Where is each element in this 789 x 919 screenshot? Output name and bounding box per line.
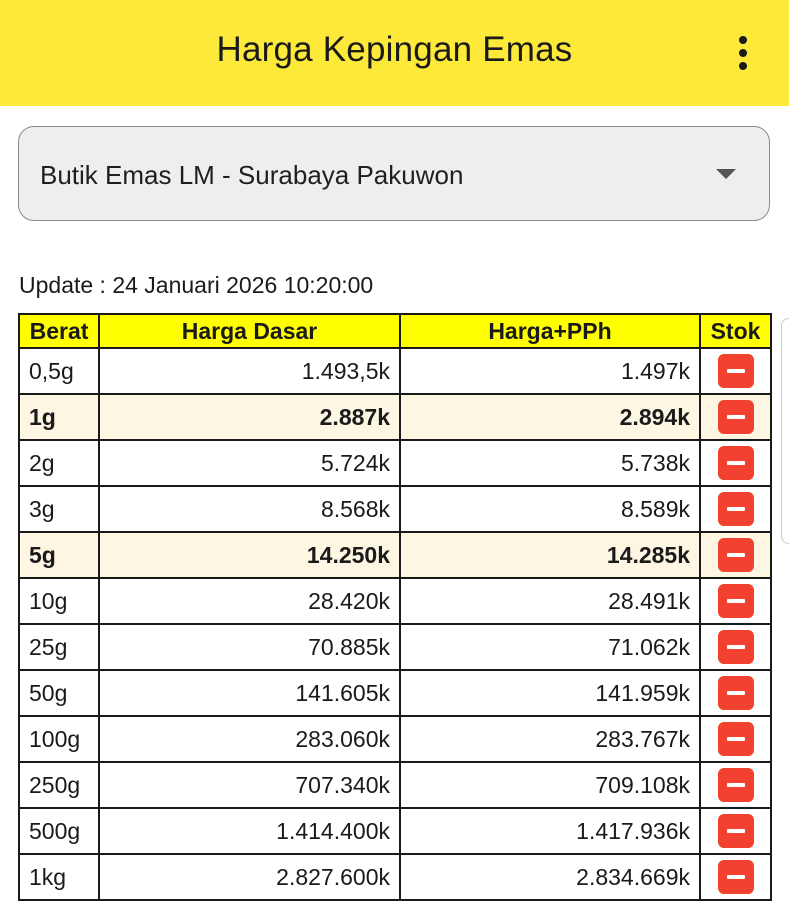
cell-base-price: 2.887k <box>99 394 400 440</box>
cell-base-price: 8.568k <box>99 486 400 532</box>
cell-weight: 250g <box>19 762 99 808</box>
cell-price-pph: 2.834.669k <box>400 854 700 900</box>
header-stock: Stok <box>700 314 771 348</box>
arrow-drop-down-icon <box>716 169 736 179</box>
cell-base-price: 14.250k <box>99 532 400 578</box>
table-row <box>19 440 771 486</box>
price-table-container <box>18 313 770 901</box>
cell-stock <box>700 624 771 670</box>
cell-price-pph: 283.767k <box>400 716 700 762</box>
minus-icon <box>727 369 745 373</box>
cell-base-price: 5.724k <box>99 440 400 486</box>
stock-unavailable-button[interactable] <box>718 492 754 526</box>
stock-unavailable-button[interactable] <box>718 538 754 572</box>
table-header-row <box>19 314 771 348</box>
table-row <box>19 486 771 532</box>
cell-stock <box>700 808 771 854</box>
header-base-price: Harga Dasar <box>99 314 400 348</box>
menu-dot <box>739 36 747 44</box>
cell-stock <box>700 578 771 624</box>
cell-stock <box>700 762 771 808</box>
table-row <box>19 348 771 394</box>
stock-unavailable-button[interactable] <box>718 722 754 756</box>
cell-weight: 0,5g <box>19 348 99 394</box>
table-row <box>19 394 771 440</box>
cell-weight: 5g <box>19 532 99 578</box>
cell-weight: 1kg <box>19 854 99 900</box>
cell-weight: 2g <box>19 440 99 486</box>
stock-unavailable-button[interactable] <box>718 860 754 894</box>
app-title: Harga Kepingan Emas <box>216 30 573 69</box>
cell-stock <box>700 854 771 900</box>
location-dropdown[interactable] <box>18 126 770 221</box>
cell-base-price: 1.414.400k <box>99 808 400 854</box>
cell-weight: 50g <box>19 670 99 716</box>
cell-price-pph: 5.738k <box>400 440 700 486</box>
minus-icon <box>727 737 745 741</box>
minus-icon <box>727 875 745 879</box>
more-vert-icon[interactable] <box>722 30 764 76</box>
cell-price-pph: 28.491k <box>400 578 700 624</box>
minus-icon <box>727 461 745 465</box>
cell-base-price: 2.827.600k <box>99 854 400 900</box>
side-panel-edge[interactable] <box>781 318 789 544</box>
table-row <box>19 578 771 624</box>
cell-price-pph: 141.959k <box>400 670 700 716</box>
table-row <box>19 624 771 670</box>
stock-unavailable-button[interactable] <box>718 354 754 388</box>
cell-weight: 3g <box>19 486 99 532</box>
table-row <box>19 716 771 762</box>
cell-base-price: 283.060k <box>99 716 400 762</box>
app-bar <box>0 0 789 106</box>
minus-icon <box>727 691 745 695</box>
stock-unavailable-button[interactable] <box>718 630 754 664</box>
table-row <box>19 532 771 578</box>
minus-icon <box>727 829 745 833</box>
cell-weight: 500g <box>19 808 99 854</box>
table-row <box>19 808 771 854</box>
cell-base-price: 707.340k <box>99 762 400 808</box>
cell-stock <box>700 670 771 716</box>
cell-stock <box>700 486 771 532</box>
cell-price-pph: 14.285k <box>400 532 700 578</box>
menu-dot <box>739 49 747 57</box>
stock-unavailable-button[interactable] <box>718 584 754 618</box>
minus-icon <box>727 507 745 511</box>
table-row <box>19 762 771 808</box>
cell-price-pph: 2.894k <box>400 394 700 440</box>
cell-price-pph: 71.062k <box>400 624 700 670</box>
cell-weight: 100g <box>19 716 99 762</box>
cell-price-pph: 709.108k <box>400 762 700 808</box>
minus-icon <box>727 553 745 557</box>
stock-unavailable-button[interactable] <box>718 814 754 848</box>
location-dropdown-value: Butik Emas LM - Surabaya Pakuwon <box>40 160 464 190</box>
stock-unavailable-button[interactable] <box>718 676 754 710</box>
cell-weight: 25g <box>19 624 99 670</box>
minus-icon <box>727 783 745 787</box>
minus-icon <box>727 645 745 649</box>
header-price-pph: Harga+PPh <box>400 314 700 348</box>
stock-unavailable-button[interactable] <box>718 768 754 802</box>
minus-icon <box>727 415 745 419</box>
cell-stock <box>700 348 771 394</box>
cell-base-price: 28.420k <box>99 578 400 624</box>
cell-price-pph: 1.417.936k <box>400 808 700 854</box>
cell-stock <box>700 532 771 578</box>
cell-stock <box>700 440 771 486</box>
cell-weight: 1g <box>19 394 99 440</box>
table-row <box>19 670 771 716</box>
cell-weight: 10g <box>19 578 99 624</box>
cell-stock <box>700 716 771 762</box>
cell-stock <box>700 394 771 440</box>
minus-icon <box>727 599 745 603</box>
price-table <box>18 313 772 901</box>
cell-price-pph: 8.589k <box>400 486 700 532</box>
stock-unavailable-button[interactable] <box>718 446 754 480</box>
menu-dot <box>739 62 747 70</box>
cell-price-pph: 1.497k <box>400 348 700 394</box>
table-row <box>19 854 771 900</box>
cell-base-price: 141.605k <box>99 670 400 716</box>
cell-base-price: 1.493,5k <box>99 348 400 394</box>
header-weight: Berat <box>19 314 99 348</box>
cell-base-price: 70.885k <box>99 624 400 670</box>
stock-unavailable-button[interactable] <box>718 400 754 434</box>
update-timestamp: Update : 24 Januari 2026 10:20:00 <box>19 272 374 298</box>
